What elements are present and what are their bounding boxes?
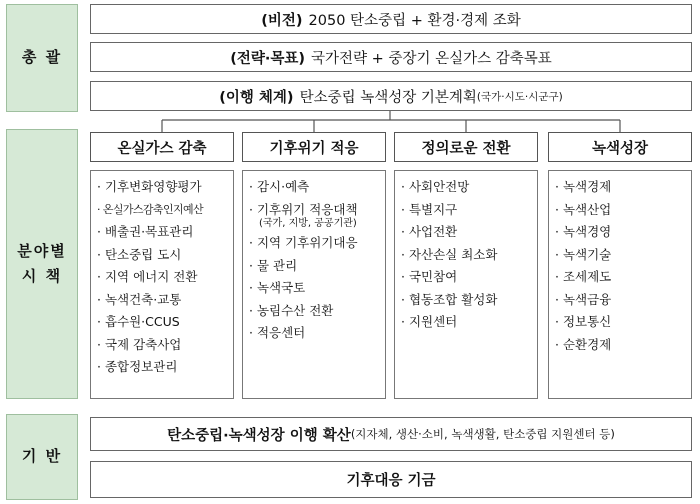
basis-spread-bar bbox=[90, 417, 692, 451]
list-item: · 국제 감축사업 bbox=[97, 336, 182, 352]
list-item: · 자산손실 최소화 bbox=[401, 246, 498, 262]
basis-fund-label: 기후대응 기금 bbox=[346, 473, 436, 489]
list-item: · 사업전환 bbox=[401, 224, 458, 239]
list-item: · 농림수산 전환 bbox=[249, 302, 334, 318]
basis-spread-detail: (지자체, 생산·소비, 녹색생활, 탄소중립 지원센터 등) bbox=[350, 427, 615, 441]
list-item: · 적응센터 bbox=[249, 325, 306, 340]
field-column-just-transition bbox=[394, 170, 538, 399]
list-item: · 배출권·목표관리 bbox=[97, 224, 194, 239]
list-item: · 탄소중립 도시 bbox=[97, 246, 182, 262]
list-item: · 감시·예측 bbox=[249, 179, 310, 194]
list-item: · 녹색금융 bbox=[555, 291, 612, 307]
vision-label: (비전) bbox=[261, 12, 303, 29]
basis-fund-bar bbox=[90, 461, 692, 498]
list-item bbox=[249, 199, 381, 231]
list-item: · 기후변화영향평가 bbox=[97, 179, 202, 194]
list-item: · 녹색국토 bbox=[249, 280, 306, 295]
list-item: · 흡수원·CCUS bbox=[97, 314, 180, 329]
section-basis-label: 기 반 bbox=[6, 414, 78, 500]
list-item: · 지역 에너지 전환 bbox=[97, 269, 198, 284]
list-item-text: · 기후위기 적응대책 bbox=[249, 201, 358, 217]
list-item: · 녹색산업 bbox=[555, 201, 612, 217]
list-item: · 협동조합 활성화 bbox=[401, 291, 498, 307]
field-column-green-growth bbox=[548, 170, 692, 399]
list-item: · 종합정보관리 bbox=[97, 359, 178, 374]
list-item: · 조세제도 bbox=[555, 269, 612, 284]
list-item: · 지역 기후위기대응 bbox=[249, 235, 358, 250]
system-label: (이행 체계) bbox=[219, 89, 294, 106]
field-header-green-growth: 녹색성장 bbox=[548, 132, 692, 162]
list-item: · 녹색기술 bbox=[555, 246, 612, 262]
field-header-climate-adaptation: 기후위기 적응 bbox=[242, 132, 386, 162]
list-item-subnote: (국가, 지방, 공공기관) bbox=[259, 218, 357, 229]
list-item: · 녹색경영 bbox=[555, 224, 612, 239]
list-item: · 국민참여 bbox=[401, 269, 458, 284]
field-column-climate-adaptation bbox=[242, 170, 386, 399]
section-fields-label: 분야별 시 책 bbox=[6, 129, 78, 399]
list-item: · 정보통신 bbox=[555, 314, 612, 329]
list-item: · 녹색건축·교통 bbox=[97, 291, 182, 307]
field-header-just-transition: 정의로운 전환 bbox=[394, 132, 538, 162]
list-item: · 물 관리 bbox=[249, 257, 298, 273]
system-text: 탄소중립 녹색성장 기본계획 bbox=[299, 89, 477, 106]
vision-text: 2050 탄소중립 + 환경·경제 조화 bbox=[308, 12, 521, 29]
basis-spread-label: 탄소중립·녹색성장 이행 확산 bbox=[167, 427, 351, 444]
strategy-text: 국가전략 + 중장기 온실가스 감축목표 bbox=[311, 50, 552, 67]
list-item: · 특별지구 bbox=[401, 201, 458, 217]
list-item: · 온실가스감축인지예산 bbox=[97, 202, 204, 216]
list-item: · 지원센터 bbox=[401, 314, 458, 329]
field-column-ghg-reduction bbox=[90, 170, 234, 399]
section-overall-label: 총 괄 bbox=[6, 4, 78, 112]
strategy-label: (전략·목표) bbox=[230, 50, 306, 67]
list-item: · 녹색경제 bbox=[555, 179, 612, 194]
field-header-ghg-reduction: 온실가스 감축 bbox=[90, 132, 234, 162]
list-item: · 사회안전망 bbox=[401, 179, 470, 194]
list-item: · 순환경제 bbox=[555, 336, 612, 352]
system-note: (국가·시도·시군구) bbox=[476, 90, 563, 103]
